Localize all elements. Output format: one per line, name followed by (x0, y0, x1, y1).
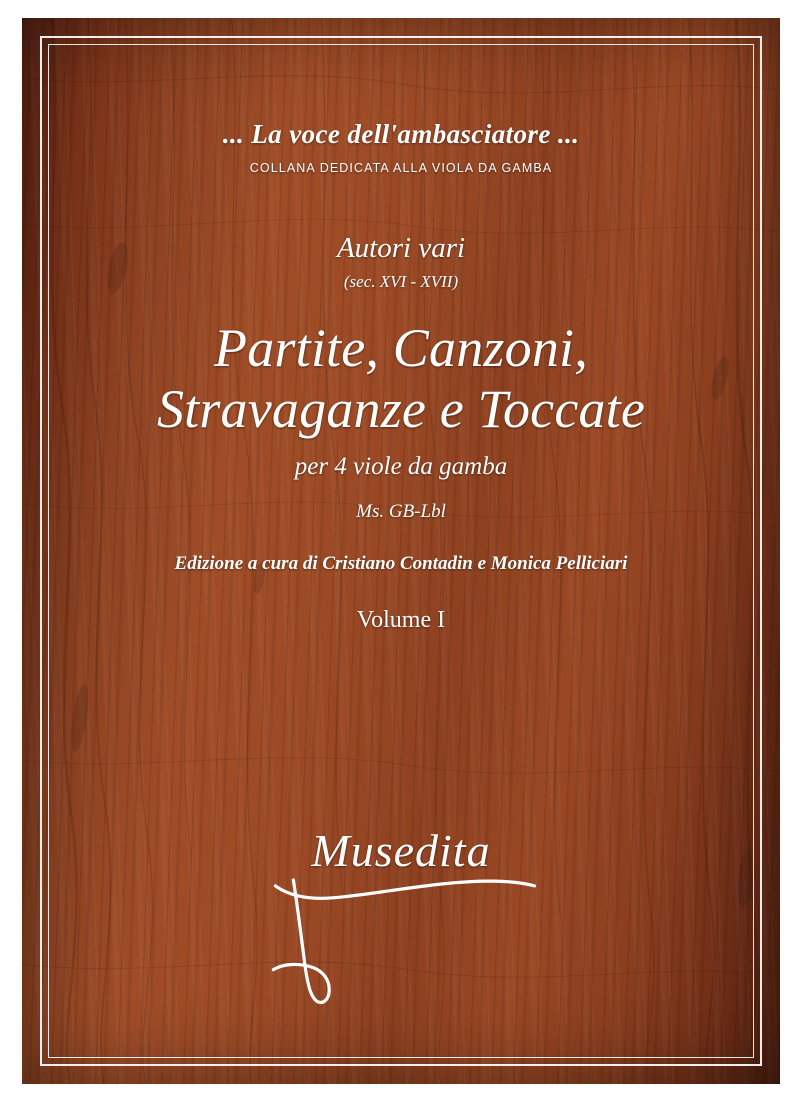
work-title-line-1: Partite, Canzoni, (214, 317, 588, 378)
work-title-line-2: Stravaganze e Toccate (156, 379, 646, 440)
series-subtitle: COLLANA DEDICATA ALLA VIOLA DA GAMBA (249, 160, 553, 175)
source-manuscript: Ms. GB-Lbl (356, 500, 446, 522)
scoring: per 4 viole da gamba (294, 452, 508, 480)
publisher-name: Musedita (311, 825, 491, 876)
publisher-logo (62, 824, 740, 1014)
logo-flourish-icon (62, 842, 740, 1012)
editors: Edizione a cura di Cristiano Contadin e Monica Pelliciari (174, 552, 628, 574)
series-title: ... La voce dell'ambasciatore ... (222, 119, 580, 149)
work-title (62, 318, 740, 441)
composer-name: Autori vari (336, 231, 466, 264)
composer-period: (sec. XVI - XVII) (343, 271, 459, 291)
wood-texture-panel (22, 18, 780, 1084)
volume-label: Volume I (356, 606, 446, 633)
cover-content (62, 58, 740, 1044)
